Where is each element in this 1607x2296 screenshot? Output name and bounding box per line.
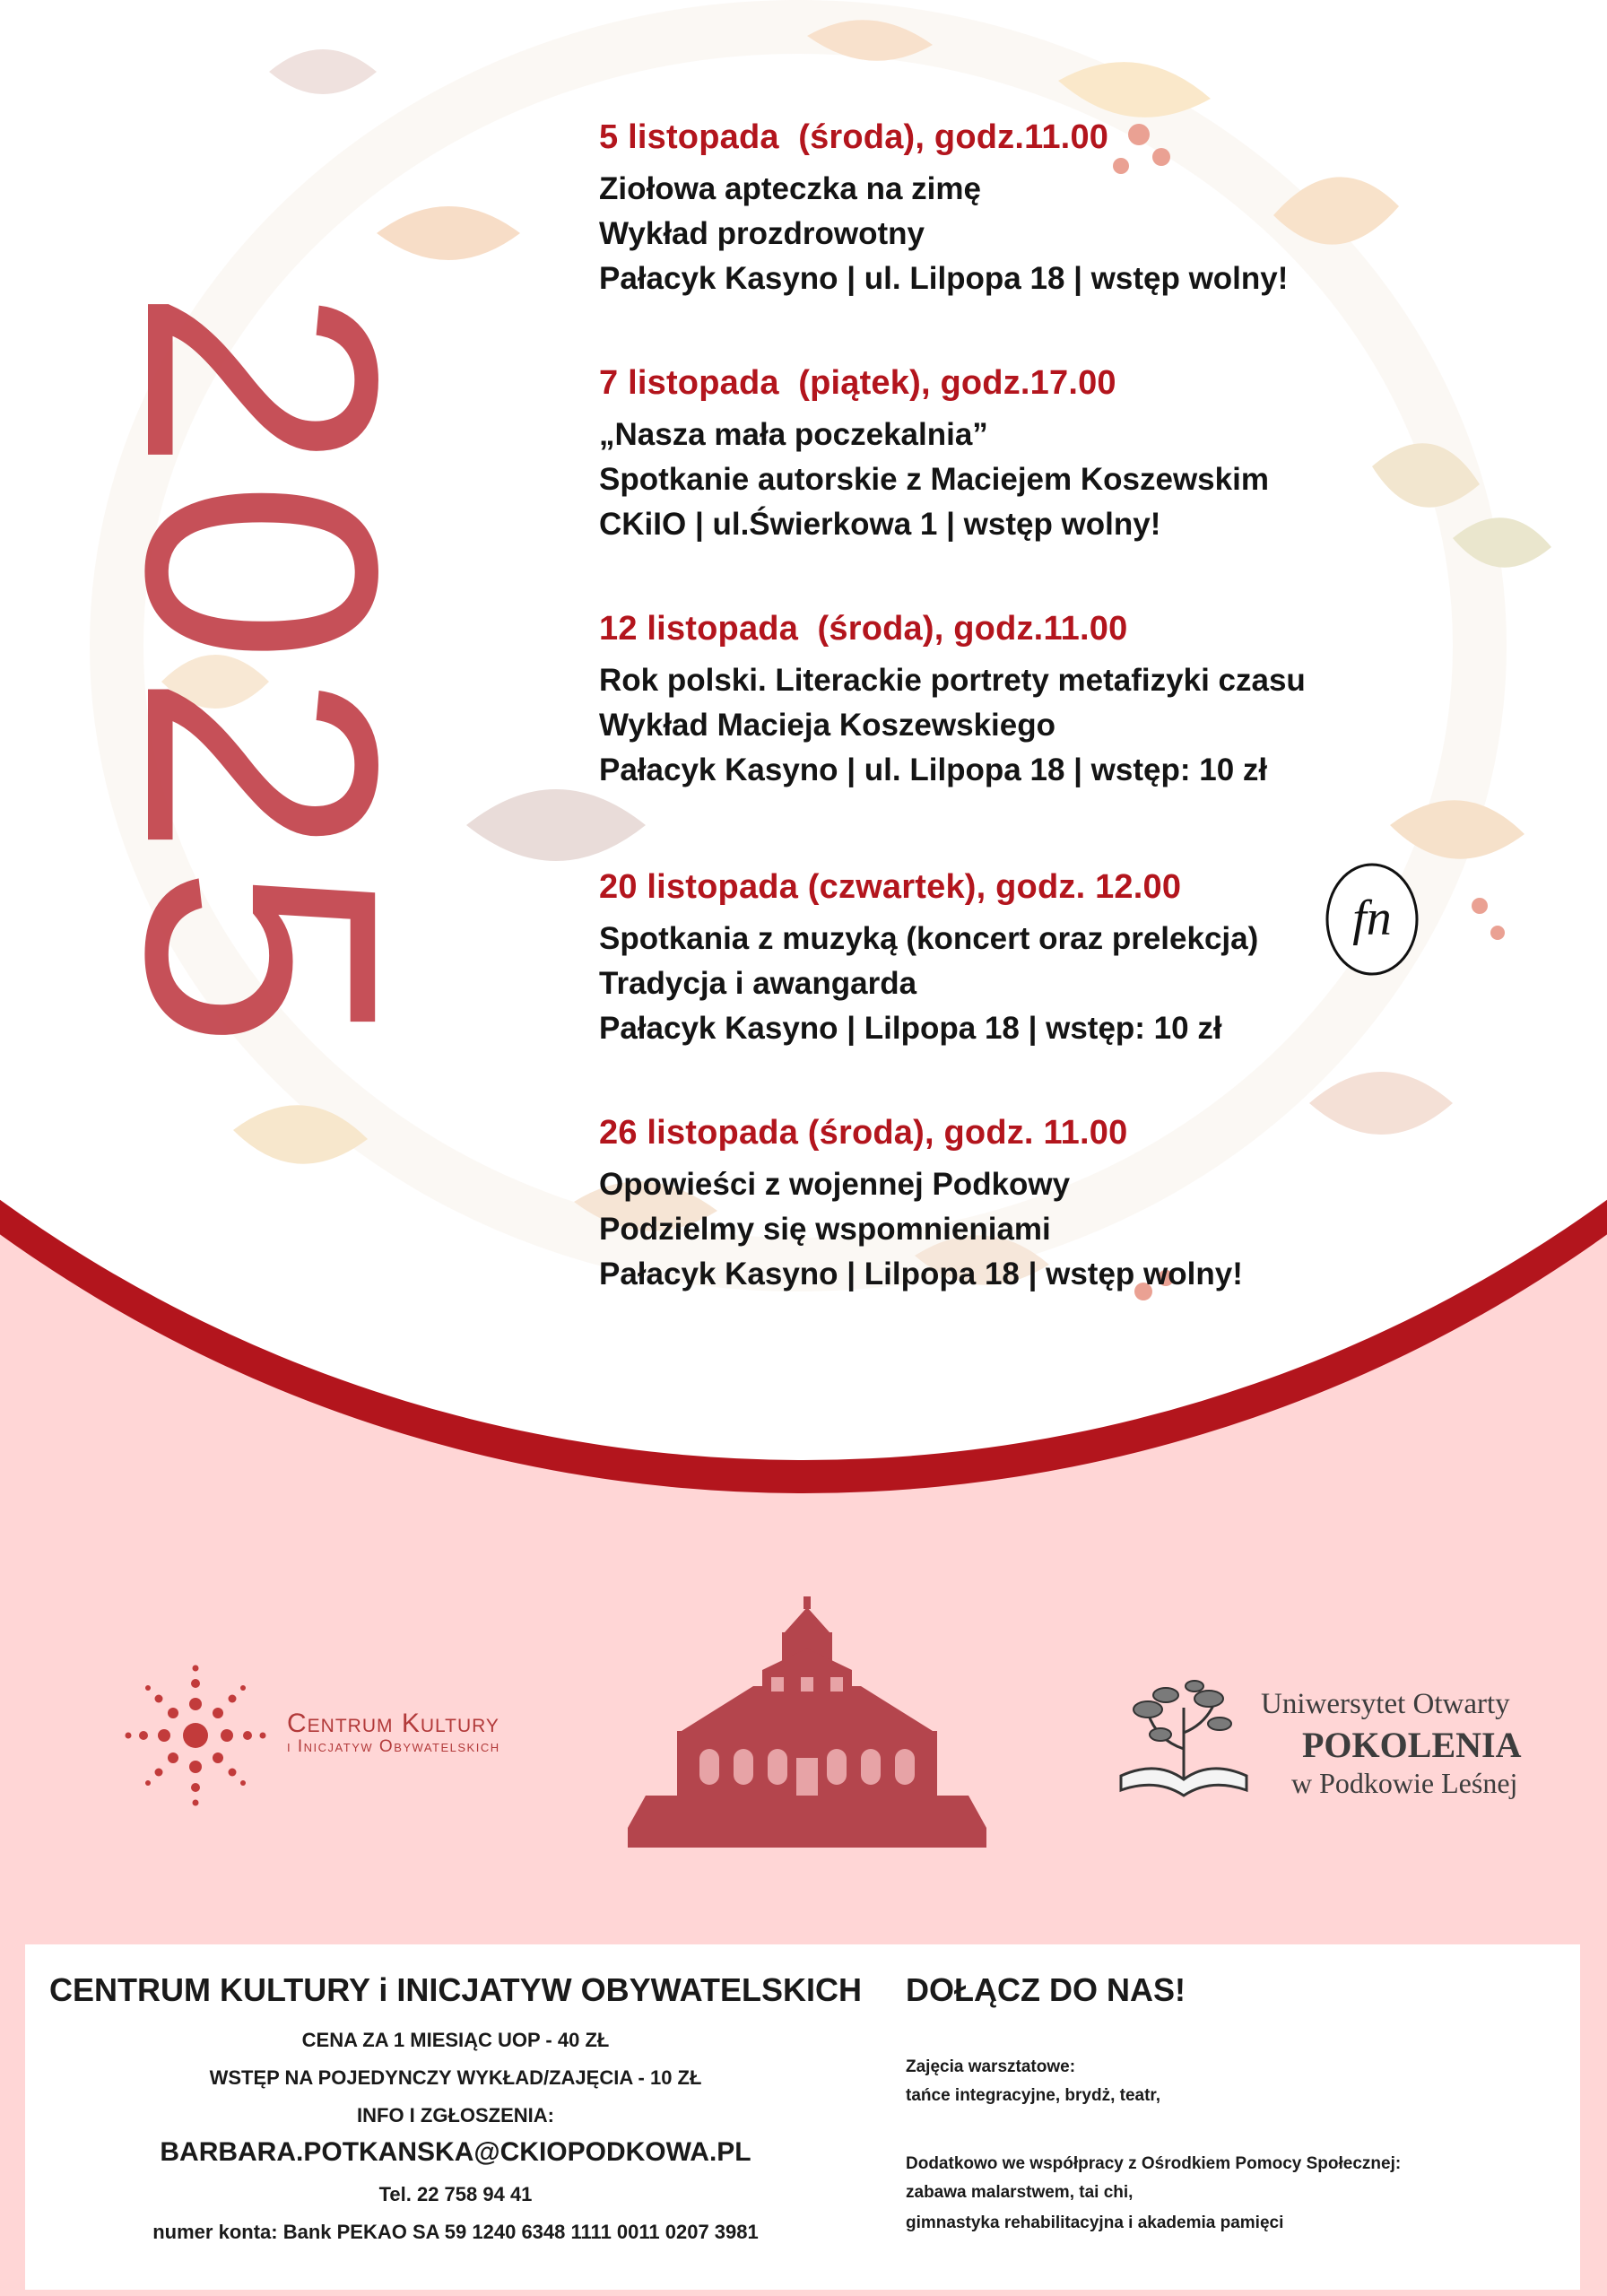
building-logo-icon <box>628 1596 986 1848</box>
bank-account: numer konta: Bank PEKAO SA 59 1240 6348 1111 0011 0207 3981 <box>152 2221 759 2243</box>
info-column-left <box>25 1944 886 2290</box>
event-location: CKiIO | ul.Świerkowa 1 | wstęp wolny! <box>599 507 1161 542</box>
event-location: Pałacyk Kasyno | Lilpopa 18 | wstęp wolny! <box>599 1257 1243 1292</box>
join-title: DOŁĄCZ DO NAS! <box>906 1971 1186 2008</box>
year-2025 <box>63 152 457 1193</box>
event-item <box>599 865 1334 1051</box>
ckio-logo-subtitle: i Inicjatyw Obywatelskich <box>287 1737 500 1756</box>
event-location: Pałacyk Kasyno | ul. Lilpopa 18 | wstęp wolny! <box>599 261 1289 296</box>
event-item <box>599 115 1334 301</box>
event-description: Tradycja i awangarda <box>599 966 917 1001</box>
ckio-sun-logo-icon <box>124 1664 267 1807</box>
events-list <box>599 115 1334 1356</box>
event-title: Opowieści z wojennej Podkowy <box>599 1167 1071 1202</box>
workshops-label: Zajęcia warsztatowe: <box>906 2057 1076 2076</box>
event-date: 7 listopada (piątek), godz.17.00 <box>599 364 1116 402</box>
event-description: Wykład Macieja Koszewskiego <box>599 708 1056 743</box>
event-item <box>599 361 1334 547</box>
fn-logo <box>1323 861 1421 978</box>
extra-label: Dodatkowo we współpracy z Ośrodkiem Pomocy Społecznej: <box>906 2154 1402 2173</box>
ckio-logo-title: Centrum Kultury <box>287 1709 499 1738</box>
event-location: Pałacyk Kasyno | ul. Lilpopa 18 | wstęp: 10 zł <box>599 752 1268 787</box>
price-month: CENA ZA 1 MIESIĄC UOP - 40 ZŁ <box>301 2029 610 2051</box>
fn-logo-text: fn <box>1352 891 1392 946</box>
price-single: WSTĘP NA POJEDYNCZY WYKŁAD/ZAJĘCIA - 10 ZŁ <box>209 2066 702 2089</box>
event-title: „Nasza mała poczekalnia” <box>599 417 988 452</box>
event-description: Wykład prozdrowotny <box>599 216 925 251</box>
event-title: Ziołowa apteczka na zimę <box>599 171 981 206</box>
event-description: Spotkanie autorskie z Maciejem Koszewskim <box>599 462 1269 497</box>
book-tree-logo-icon <box>1112 1677 1255 1803</box>
info-title: CENTRUM KULTURY i INICJATYW OBYWATELSKICH <box>49 1971 862 2008</box>
event-location: Pałacyk Kasyno | Lilpopa 18 | wstęp: 10 zł <box>599 1011 1222 1046</box>
extra-line-2: gimnastyka rehabilitacyjna i akademia pamięci <box>906 2213 1284 2232</box>
workshops-list: tańce integracyjne, brydż, teatr, <box>906 2086 1161 2105</box>
contact-phone: Tel. 22 758 94 41 <box>378 2183 533 2205</box>
info-box <box>25 1944 1580 2290</box>
extra-line-1: zabawa malarstwem, tai chi, <box>906 2183 1134 2202</box>
event-description: Podzielmy się wspomnieniami <box>599 1212 1051 1247</box>
event-date: 26 listopada (środa), godz. 11.00 <box>599 1114 1128 1152</box>
info-label: INFO I ZGŁOSZENIA: <box>357 2104 554 2126</box>
year-text: 2025 <box>78 287 447 1058</box>
event-date: 20 listopada (czwartek), godz. 12.00 <box>599 868 1182 906</box>
info-column-right <box>906 1944 1569 2290</box>
uo-logo-line2: POKOLENIA <box>1302 1725 1522 1765</box>
event-item <box>599 1110 1334 1297</box>
event-date: 5 listopada (środa), godz.11.00 <box>599 118 1109 156</box>
event-title: Spotkania z muzyką (koncert oraz prelekcja) <box>599 921 1259 956</box>
event-item <box>599 606 1334 793</box>
event-title: Rok polski. Literackie portrety metafizyki czasu <box>599 663 1306 698</box>
uo-logo-line3: w Podkowie Leśnej <box>1291 1767 1518 1799</box>
event-date: 12 listopada (środa), godz.11.00 <box>599 610 1128 648</box>
contact-email: BARBARA.POTKANSKA@CKIOPODKOWA.PL <box>160 2137 751 2167</box>
uo-logo-line1: Uniwersytet Otwarty <box>1261 1688 1510 1720</box>
